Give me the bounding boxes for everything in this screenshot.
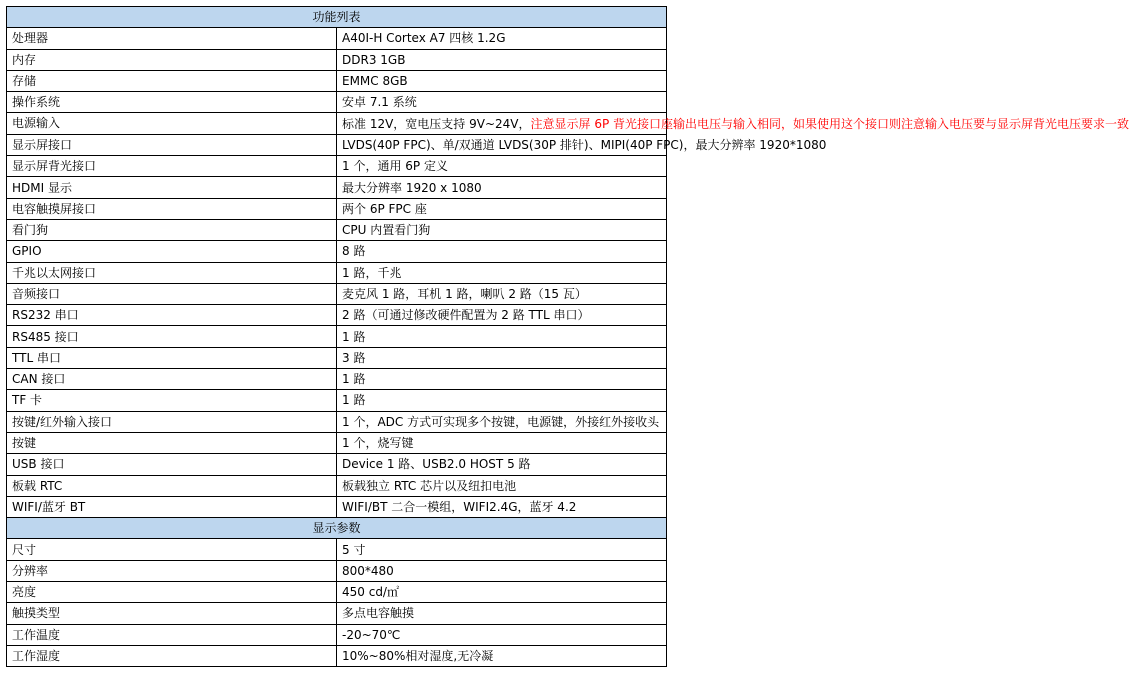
table-row xyxy=(7,347,667,368)
row-value: 1 路 xyxy=(337,369,667,390)
row-value: 1 路 xyxy=(337,326,667,347)
row-key: HDMI 显示 xyxy=(7,177,337,198)
table-row xyxy=(7,134,667,155)
row-key: 存储 xyxy=(7,70,337,91)
table-row xyxy=(7,241,667,262)
row-value: Device 1 路、USB2.0 HOST 5 路 xyxy=(337,454,667,475)
row-key: 操作系统 xyxy=(7,92,337,113)
row-key: 千兆以太网接口 xyxy=(7,262,337,283)
table-row xyxy=(7,177,667,198)
row-value: 安卓 7.1 系统 xyxy=(337,92,667,113)
row-key: TF 卡 xyxy=(7,390,337,411)
row-key: 亮度 xyxy=(7,582,337,603)
row-value: 最大分辨率 1920 x 1080 xyxy=(337,177,667,198)
spec-table-body xyxy=(7,7,1129,667)
section-title-display: 显示参数 xyxy=(7,518,667,539)
table-row xyxy=(7,305,667,326)
table-row xyxy=(7,390,667,411)
row-key: USB 接口 xyxy=(7,454,337,475)
row-value: DDR3 1GB xyxy=(337,49,667,70)
row-key: 按键/红外输入接口 xyxy=(7,411,337,432)
row-key: 工作湿度 xyxy=(7,645,337,666)
row-key: 处理器 xyxy=(7,28,337,49)
section-header-row xyxy=(7,518,667,539)
table-row xyxy=(7,283,667,304)
row-key: GPIO xyxy=(7,241,337,262)
row-key: 显示屏背光接口 xyxy=(7,156,337,177)
row-key: 尺寸 xyxy=(7,539,337,560)
spec-table xyxy=(6,6,1129,667)
row-value: WIFI/BT 二合一模组，WIFI2.4G，蓝牙 4.2 xyxy=(337,496,667,517)
row-value: EMMC 8GB xyxy=(337,70,667,91)
row-key: 按键 xyxy=(7,432,337,453)
power-warning-note: 注意显示屏 6P 背光接口座输出电压与输入相同，如果使用这个接口则注意输入电压要与显示屏背光电压要求一致 xyxy=(530,116,1129,131)
row-key: RS232 串口 xyxy=(7,305,337,326)
table-row xyxy=(7,496,667,517)
power-spec-text: 标准 12V，宽电压支持 9V~24V， xyxy=(342,116,531,131)
table-row xyxy=(7,326,667,347)
row-key: 分辨率 xyxy=(7,560,337,581)
row-value: 多点电容触摸 xyxy=(337,603,667,624)
row-value: 2 路（可通过修改硬件配置为 2 路 TTL 串口） xyxy=(337,305,667,326)
table-row xyxy=(7,603,667,624)
row-key: 电容触摸屏接口 xyxy=(7,198,337,219)
row-value: 8 路 xyxy=(337,241,667,262)
row-key: 触摸类型 xyxy=(7,603,337,624)
table-row xyxy=(7,92,667,113)
table-row xyxy=(7,156,667,177)
row-key: RS485 接口 xyxy=(7,326,337,347)
row-value: 麦克风 1 路，耳机 1 路，喇叭 2 路（15 瓦） xyxy=(337,283,667,304)
row-key: 看门狗 xyxy=(7,219,337,240)
section-title-features: 功能列表 xyxy=(7,7,667,28)
table-row xyxy=(7,582,667,603)
row-value: 10%~80%相对湿度,无冷凝 xyxy=(337,645,667,666)
table-row xyxy=(7,262,667,283)
row-value: 1 个，烧写键 xyxy=(337,432,667,453)
table-row xyxy=(7,113,667,134)
row-key: 板载 RTC xyxy=(7,475,337,496)
row-key: TTL 串口 xyxy=(7,347,337,368)
table-row xyxy=(7,475,667,496)
table-row xyxy=(7,624,667,645)
section-header-row xyxy=(7,7,667,28)
row-value: 两个 6P FPC 座 xyxy=(337,198,667,219)
row-key: CAN 接口 xyxy=(7,369,337,390)
row-key: 电源输入 xyxy=(7,113,337,134)
row-value: -20~70℃ xyxy=(337,624,667,645)
table-row xyxy=(7,539,667,560)
row-key: 内存 xyxy=(7,49,337,70)
row-value: A40I-H Cortex A7 四核 1.2G xyxy=(337,28,667,49)
table-row xyxy=(7,560,667,581)
row-key: 音频接口 xyxy=(7,283,337,304)
row-value: 1 个，通用 6P 定义 xyxy=(337,156,667,177)
row-value: LVDS(40P FPC)、单/双通道 LVDS(30P 排针)、MIPI(40P FPC)，最大分辨率 1920*1080 xyxy=(337,134,667,155)
table-row xyxy=(7,28,667,49)
row-key: WIFI/蓝牙 BT xyxy=(7,496,337,517)
row-value: 450 cd/㎡ xyxy=(337,582,667,603)
row-key: 工作温度 xyxy=(7,624,337,645)
row-value-power xyxy=(337,113,1129,134)
table-row xyxy=(7,432,667,453)
table-row xyxy=(7,219,667,240)
table-row xyxy=(7,454,667,475)
table-row xyxy=(7,198,667,219)
table-row xyxy=(7,70,667,91)
row-value: CPU 内置看门狗 xyxy=(337,219,667,240)
row-value: 1 个，ADC 方式可实现多个按键，电源键，外接红外接收头 xyxy=(337,411,667,432)
table-row xyxy=(7,49,667,70)
table-row xyxy=(7,411,667,432)
row-value: 5 寸 xyxy=(337,539,667,560)
row-value: 1 路，千兆 xyxy=(337,262,667,283)
row-value: 800*480 xyxy=(337,560,667,581)
row-value: 3 路 xyxy=(337,347,667,368)
table-row xyxy=(7,645,667,666)
row-key: 显示屏接口 xyxy=(7,134,337,155)
row-value: 板载独立 RTC 芯片以及纽扣电池 xyxy=(337,475,667,496)
row-value: 1 路 xyxy=(337,390,667,411)
table-row xyxy=(7,369,667,390)
